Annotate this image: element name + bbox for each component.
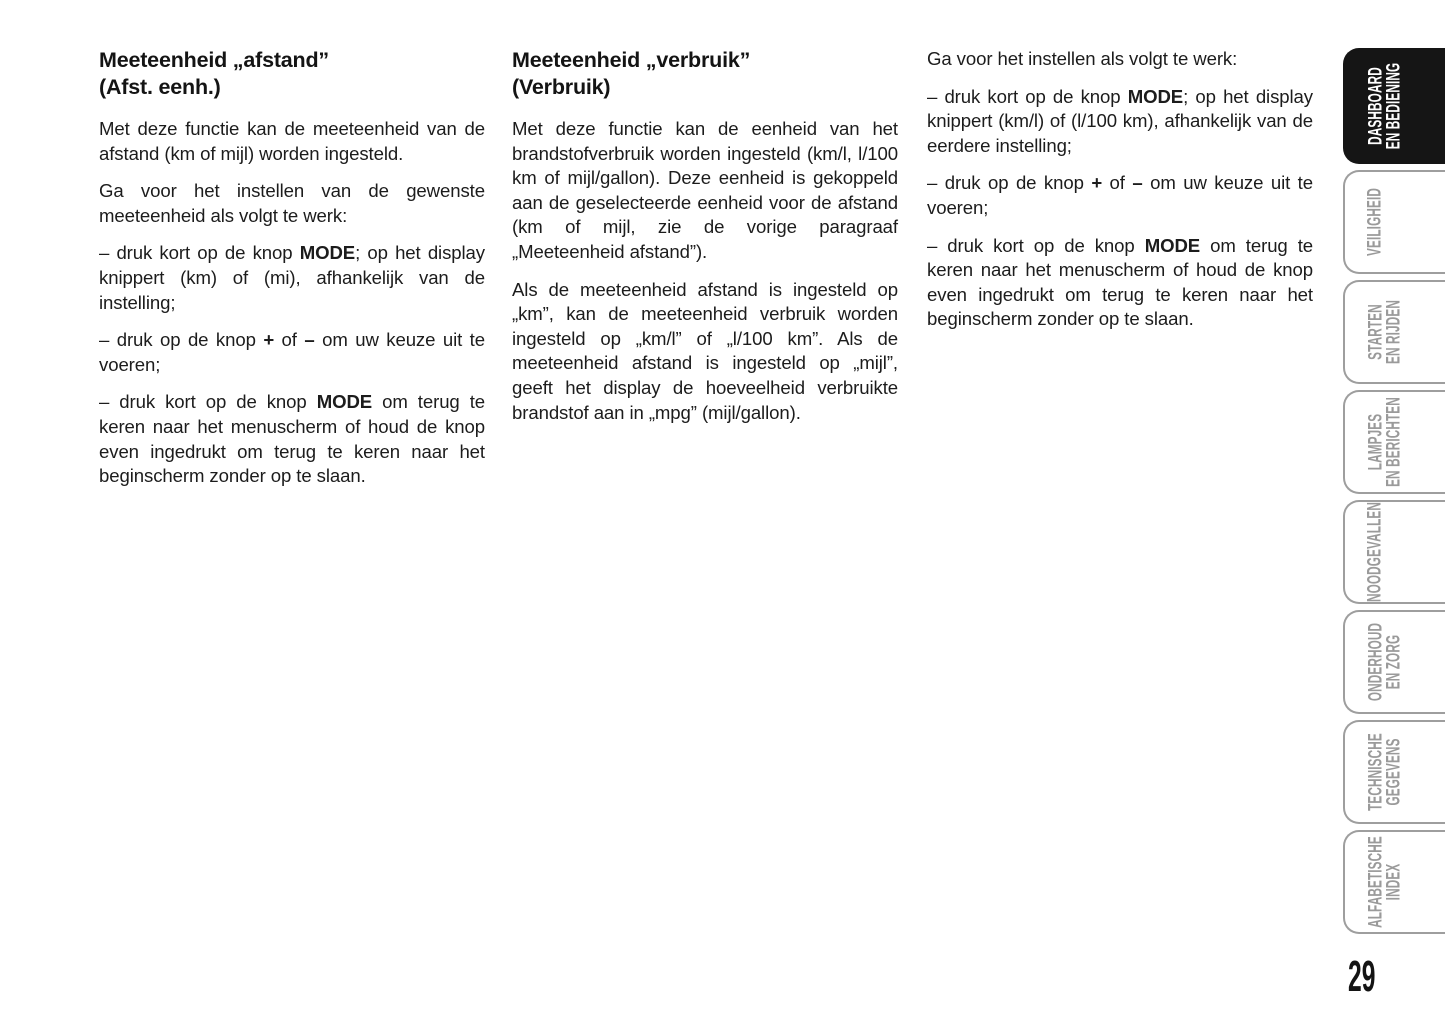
bold-text: MODE bbox=[1127, 85, 1184, 107]
paragraph bbox=[99, 179, 485, 228]
tab-dashboard-en-bediening[interactable] bbox=[1343, 48, 1445, 164]
tab-label-line: EN RIJDEN bbox=[1383, 300, 1404, 364]
tab-starten-en-rijden[interactable] bbox=[1343, 280, 1445, 384]
tab-label-line: GEGEVENS bbox=[1383, 738, 1404, 806]
tab-label-line: EN BERICHTEN bbox=[1383, 397, 1404, 487]
text-run: om uw keuze uit te voeren; bbox=[927, 172, 1313, 218]
page-number: 29 bbox=[1348, 952, 1376, 1001]
paragraph bbox=[927, 234, 1313, 332]
text-run: Als de meeteenheid afstand is ingesteld op „km”, kan de meeteenheid verbruik worden ingesteld op „km/l” of „l/100 km”. Als de meeteenheid afstand is ingesteld op „mijl”, geeft het display de hoeveelheid verbruikte brandstof aan in „mpg” (mijl/gallon). bbox=[512, 278, 898, 423]
text-run: of bbox=[274, 329, 305, 351]
tab-label-line: INDEX bbox=[1383, 863, 1404, 901]
tab-lampjes-en-berichten[interactable] bbox=[1343, 390, 1445, 494]
tab-label-line: VEILIGHEID bbox=[1364, 187, 1386, 257]
column-paragraphs bbox=[512, 117, 898, 425]
tab-label bbox=[1365, 836, 1404, 928]
tab-label-line: NOODGEVALLEN bbox=[1364, 501, 1386, 603]
paragraph bbox=[927, 47, 1313, 72]
section-heading-consumption bbox=[512, 47, 898, 101]
text-run: om terug te keren naar het menuscherm of houd de knop even ingedrukt om terug te keren naar het beginscherm zonder op te slaan. bbox=[99, 391, 486, 487]
text-run: – druk kort op de knop bbox=[927, 85, 1128, 107]
tab-technische-gegevens[interactable] bbox=[1343, 720, 1445, 824]
heading-line: Meeteenheid „verbruik” bbox=[512, 48, 751, 72]
text-run: ; op het display knippert (km) of (mi), afhankelijk van de instelling; bbox=[99, 242, 485, 313]
text-run: Met deze functie kan de meeteenheid van de afstand (km of mijl) worden ingesteld. bbox=[99, 118, 485, 164]
text-column-consumption bbox=[512, 47, 898, 438]
tab-label-line: EN ZORG bbox=[1383, 634, 1404, 690]
text-run: – druk op de knop bbox=[99, 329, 264, 351]
paragraph bbox=[927, 171, 1313, 220]
tab-label-line: LAMPJES bbox=[1365, 413, 1387, 471]
text-run: Ga voor het instellen als volgt te werk: bbox=[927, 48, 1238, 69]
text-run: – druk kort op de knop bbox=[99, 391, 317, 413]
column-paragraphs bbox=[99, 117, 485, 489]
text-run: – druk op de knop bbox=[927, 172, 1092, 194]
tab-label bbox=[1365, 622, 1404, 702]
heading-line: (Verbruik) bbox=[512, 75, 611, 99]
paragraph bbox=[512, 278, 898, 426]
paragraph bbox=[927, 85, 1313, 159]
tab-label bbox=[1365, 733, 1404, 811]
bold-text: – bbox=[304, 329, 315, 351]
tab-veiligheid[interactable] bbox=[1343, 170, 1445, 274]
tab-alfabetische-index[interactable] bbox=[1343, 830, 1445, 934]
column-paragraphs bbox=[927, 47, 1313, 332]
tab-onderhoud-en-zorg[interactable] bbox=[1343, 610, 1445, 714]
bold-text: MODE bbox=[1144, 234, 1201, 256]
paragraph bbox=[99, 390, 485, 488]
heading-line: Meeteenheid „afstand” bbox=[99, 48, 329, 72]
tab-noodgevallen[interactable] bbox=[1343, 500, 1445, 604]
text-run: Met deze functie kan de eenheid van het brandstofverbruik worden ingesteld (km/l, l/100 km of mijl/gallon). Deze eenheid is gekoppeld aan de geselecteerde eenheid voor de afstand (km of mijl, zie de vorige paragraaf „Meeteenheid afstand”). bbox=[512, 118, 898, 262]
tab-label-line: STARTEN bbox=[1365, 304, 1387, 360]
tab-label-line: ALFABETISCHE bbox=[1365, 836, 1387, 928]
tab-label bbox=[1365, 397, 1404, 487]
text-run: – druk kort op de knop bbox=[99, 242, 300, 264]
section-heading-distance bbox=[99, 47, 485, 101]
text-run: om terug te keren naar het menuscherm of houd de knop even ingedrukt om terug te keren naar het beginscherm zonder op te slaan. bbox=[927, 234, 1314, 330]
text-run: Ga voor het instellen van de gewenste meeteenheid als volgt te werk: bbox=[99, 180, 485, 226]
paragraph bbox=[99, 328, 485, 377]
heading-line: (Afst. eenh.) bbox=[99, 75, 221, 99]
chapter-tab-bar bbox=[1343, 48, 1445, 934]
paragraph bbox=[512, 117, 898, 265]
tab-label bbox=[1365, 300, 1404, 364]
bold-text: MODE bbox=[316, 391, 373, 413]
text-run: ; op het display knippert (km/l) of (l/100 km), afhankelijk van de eerdere instelling; bbox=[927, 85, 1313, 156]
text-run: om uw keuze uit te voeren; bbox=[99, 329, 485, 375]
tab-label bbox=[1365, 62, 1404, 150]
tab-label bbox=[1366, 188, 1384, 256]
text-column-distance bbox=[99, 47, 485, 502]
tab-label-line: DASHBOARD bbox=[1365, 67, 1387, 145]
paragraph bbox=[99, 117, 485, 166]
tab-label-line: TECHNISCHE bbox=[1365, 733, 1387, 811]
tab-label-line: ONDERHOUD bbox=[1365, 622, 1387, 702]
text-column-instructions bbox=[927, 47, 1313, 345]
bold-text: MODE bbox=[299, 242, 356, 264]
bold-text: – bbox=[1132, 172, 1143, 194]
paragraph bbox=[99, 241, 485, 315]
text-run: – druk kort op de knop bbox=[927, 234, 1145, 256]
text-run: of bbox=[1102, 172, 1133, 194]
bold-text: + bbox=[1091, 172, 1103, 194]
tab-label bbox=[1366, 502, 1384, 602]
bold-text: + bbox=[263, 329, 275, 351]
tab-label-line: EN BEDIENING bbox=[1383, 62, 1404, 150]
